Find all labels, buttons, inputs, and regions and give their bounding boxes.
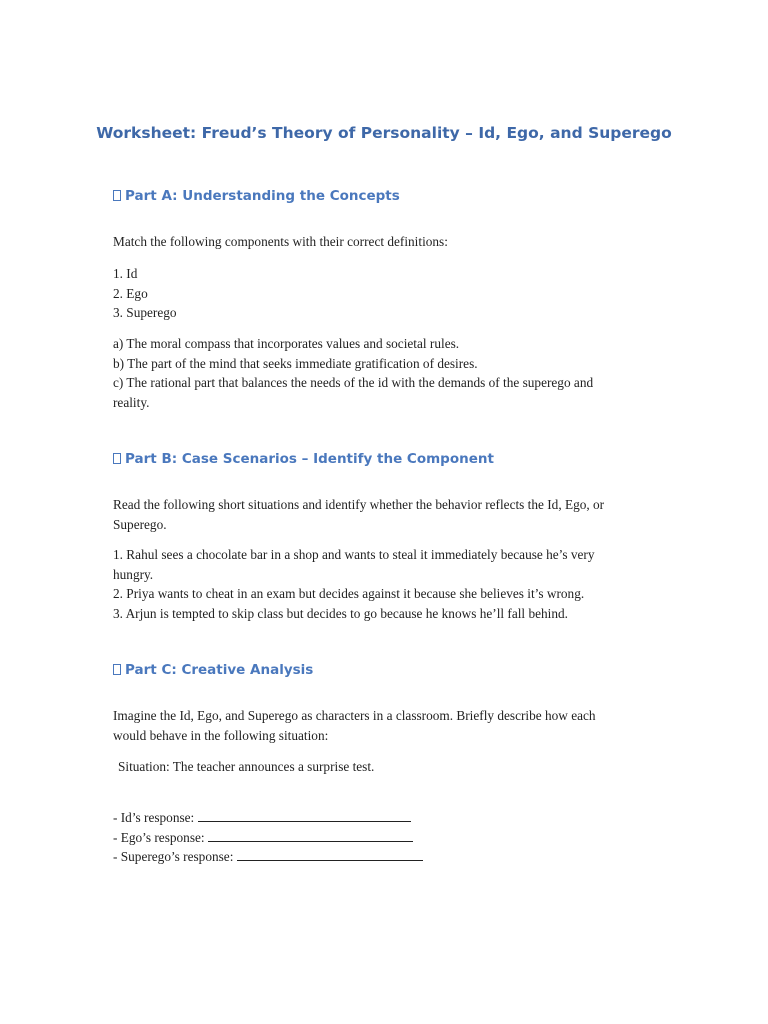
list-item: b) The part of the mind that seeks immediate gratification of desires.	[113, 355, 478, 371]
list-item: 3. Superego	[113, 305, 177, 320]
part-a-heading-text: Part A: Understanding the Concepts	[125, 188, 400, 204]
box-glyph-icon	[113, 453, 121, 464]
list-item: 3. Arjun is tempted to skip class but decides to go because he knows he’ll fall behind.	[113, 605, 568, 621]
answer-blank[interactable]	[198, 808, 411, 822]
box-glyph-icon	[113, 190, 121, 201]
response-line-ego	[113, 828, 658, 848]
list-item: a) The moral compass that incorporates values and societal rules.	[113, 336, 460, 351]
list-item: 2. Priya wants to cheat in an exam but decides against it because she believes it’s wrong.	[113, 586, 585, 601]
list-item: c) The rational part that balances the needs of the id with the demands of the superego and	[113, 375, 594, 390]
response-label: - Id’s response:	[113, 810, 198, 825]
response-label: - Superego’s response:	[113, 849, 237, 864]
part-c-heading-text: Part C: Creative Analysis	[125, 662, 314, 678]
page-title: Worksheet: Freud’s Theory of Personality – Id, Ego, and Superego	[96, 124, 672, 142]
response-label: - Ego’s response:	[113, 829, 208, 845]
list-item: reality.	[113, 394, 150, 410]
part-c-instruction	[113, 706, 658, 745]
response-line-superego	[113, 847, 658, 867]
part-a-heading	[113, 188, 400, 204]
part-c-heading	[113, 662, 313, 678]
instruction-line: Superego.	[113, 516, 167, 532]
part-a-definitions-list	[113, 334, 658, 412]
part-b-scenarios-list	[113, 545, 658, 623]
part-c-responses-list	[113, 808, 658, 867]
part-b-heading	[113, 451, 494, 467]
list-item: 2. Ego	[113, 285, 148, 301]
answer-blank[interactable]	[237, 847, 423, 861]
answer-blank[interactable]	[208, 828, 413, 842]
list-item: hungry.	[113, 566, 154, 582]
response-line-id	[113, 808, 658, 828]
instruction-line: Read the following short situations and identify whether the behavior reflects the Id, Ego, or	[113, 497, 605, 512]
box-glyph-icon	[113, 664, 121, 675]
list-item: 1. Rahul sees a chocolate bar in a shop and wants to steal it immediately because he’s very	[113, 547, 595, 562]
part-b-instruction	[113, 495, 658, 534]
instruction-line: would behave in the following situation:	[113, 727, 329, 743]
instruction-line: Imagine the Id, Ego, and Superego as characters in a classroom. Briefly describe how each	[113, 708, 596, 723]
part-a-components-list	[113, 264, 658, 323]
part-c-situation: Situation: The teacher announces a surprise test.	[118, 759, 375, 774]
list-item: 1. Id	[113, 266, 138, 281]
part-b-heading-text: Part B: Case Scenarios – Identify the Component	[125, 451, 494, 467]
part-a-instruction: Match the following components with their correct definitions:	[113, 234, 448, 249]
